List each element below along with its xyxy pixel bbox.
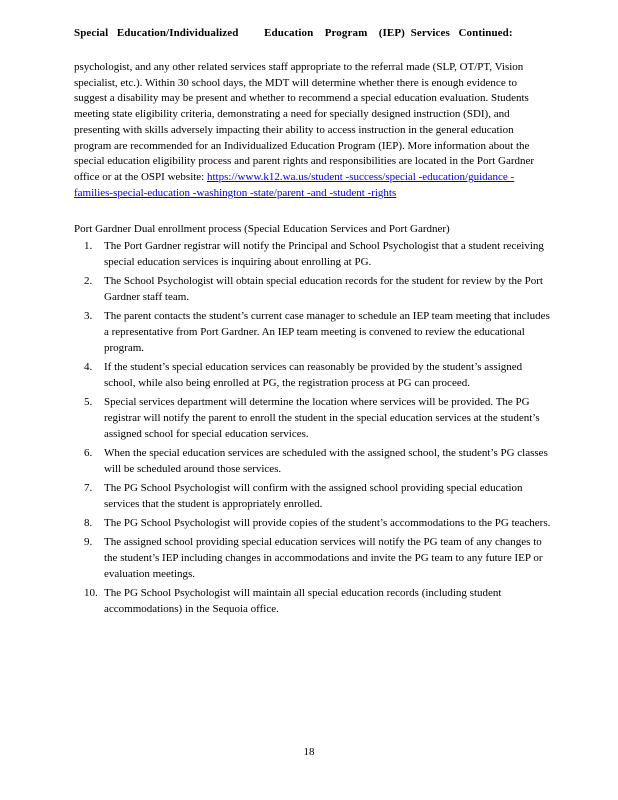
step-text: The PG School Psychologist will provide copies of the student’s accommodations to the PG teachers.	[104, 517, 551, 529]
step-item	[84, 585, 552, 617]
step-item	[84, 445, 552, 477]
step-number: 6.	[84, 447, 93, 459]
intro-paragraph	[74, 60, 552, 201]
ospi-website-link[interactable]: https://www.k12.wa.us/student -success/special -education/guidance -families-special-education -washington -state/parent -and -student -rights	[74, 170, 515, 199]
step-item	[84, 515, 552, 531]
step-text: The PG School Psychologist will confirm with the assigned school providing special education services that the student is appropriately enrolled.	[104, 482, 523, 510]
page-number: 18	[303, 746, 315, 758]
step-item	[84, 534, 552, 582]
step-number: 4.	[84, 361, 93, 373]
step-number: 8.	[84, 517, 93, 529]
step-text: When the special education services are scheduled with the assigned school, the student’s PG classes will be scheduled around those services.	[104, 447, 548, 475]
step-number: 2.	[84, 275, 93, 287]
step-number: 7.	[84, 482, 93, 494]
step-number: 1.	[84, 240, 93, 252]
step-item	[84, 273, 552, 305]
step-text: The assigned school providing special education services will notify the PG team of any changes to the student’s IEP including changes in accommodations and invite the PG team to any future IEP or evaluation meetings.	[104, 536, 543, 580]
step-item	[84, 238, 552, 270]
dual-enrollment-steps	[84, 238, 552, 620]
step-text: The Port Gardner registrar will notify the Principal and School Psychologist that a student receiving special education services is inquiring about enrolling at PG.	[104, 240, 544, 268]
step-text: If the student’s special education services can reasonably be provided by the student’s assigned school, while also being enrolled at PG, the registration process at PG can proceed.	[104, 361, 523, 389]
step-number: 5.	[84, 396, 93, 408]
step-item	[84, 359, 552, 391]
step-text: Special services department will determine the location where services will be provided. The PG registrar will notify the parent to enroll the student in the special education services at the student’s assigned school for special education services.	[104, 396, 540, 440]
step-item	[84, 480, 552, 512]
step-text: The parent contacts the student’s current case manager to schedule an IEP team meeting that includes a representative from Port Gardner. An IEP team meeting is convened to review the educational program.	[104, 310, 550, 354]
step-item	[84, 308, 552, 356]
step-text: The PG School Psychologist will maintain all special education records (including student accommodations) in the Sequoia office.	[104, 587, 502, 615]
intro-text: psychologist, and any other related services staff appropriate to the referral made (SLP, OT/PT, Vision specialist, etc.). Within 30 school days, the MDT will determine whether there is enough evidence to suggest a disability may be present and whether to recommend a special education evaluation. Students meeting state eligibility criteria, demonstrating a need for specially designed instruction (SDI), and presenting with skills adversely impacting their ability to access instruction in the general education program are recommended for an Individualized Education Program (IEP). More information about the special education eligibility process and parent rights and responsibilities are located in the Port Gardner office or at the OSPI website:	[74, 61, 535, 183]
dual-enrollment-title: Port Gardner Dual enrollment process (Special Education Services and Port Gardner)	[74, 223, 450, 235]
step-item	[84, 394, 552, 442]
step-text: The School Psychologist will obtain special education records for the student for review by the Port Gardner staff team.	[104, 275, 543, 303]
section-heading: Special Education/Individualized Education Program (IEP) Services Continued:	[74, 27, 513, 39]
step-number: 9.	[84, 536, 93, 548]
step-number: 3.	[84, 310, 93, 322]
step-number: 10.	[84, 587, 98, 599]
